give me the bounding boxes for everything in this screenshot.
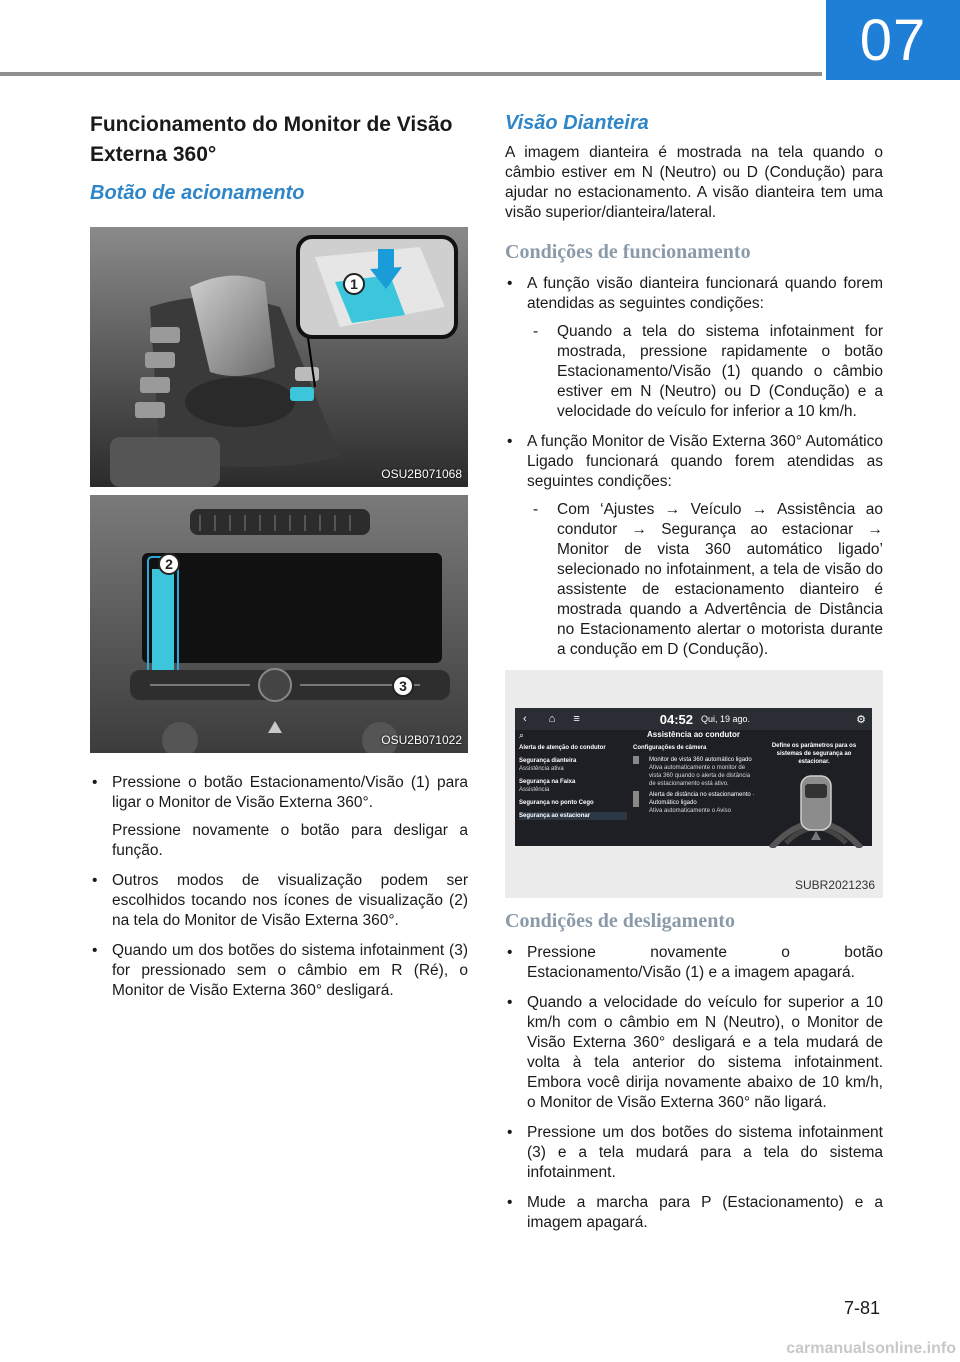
callout-1: 1 — [343, 273, 365, 295]
subtitle-button: Botão de acionamento — [90, 182, 305, 204]
infotainment-screen — [515, 708, 872, 846]
settings-header: Configurações de câmera — [633, 745, 707, 751]
list-item — [505, 432, 883, 660]
home-icon: ⌂ — [548, 713, 556, 725]
page-number: 7-81 — [843, 1298, 880, 1318]
callout-2: 2 — [158, 553, 180, 575]
operating-conditions-title: Condições de funcionamento — [505, 241, 751, 263]
list-item: • Pressione novamente o botão Estacionamento/Visão (1) e a imagem apagará. — [505, 943, 883, 983]
setting-item[interactable]: Monitor de vista 360 automático ligado — [633, 756, 755, 764]
list-item: • Quando um dos botões do sistema infotainment (3) for pressionado sem o câmbio em R (Ré), o Monitor de Visão Externa 360° desligará. — [90, 941, 468, 1001]
sub-list — [527, 500, 883, 660]
chapter-tab: 07 — [826, 0, 960, 80]
bullet-text: A função Monitor de Visão Externa 360° Automático Ligado funcionará quando forem atendidas as seguintes condições: — [527, 433, 883, 490]
sub-list-item: - Com ‘Ajustes → Veículo → Assistência ao condutor → Segurança ao estacionar → Monitor de vista 360 automático ligado’ selecionado no infotainment, a tela de visão do assistente de estacionamento dianteiro é mostrada quando a Advertência de Distância no Estacionamento alertar o motorista durante a condução em D (Condução). — [527, 500, 883, 660]
setting-desc: Ativa automaticamente o Aviso — [649, 808, 731, 814]
screen-menu — [519, 744, 627, 820]
list-item: • Mude a marcha para P (Estacionamento) e a imagem apagará. — [505, 1193, 883, 1233]
menu-item[interactable]: Segurança na Faixa — [519, 779, 576, 785]
callout-3: 3 — [392, 675, 414, 697]
settings-icon: ⚙ — [856, 713, 866, 726]
car-top-view-illustration — [761, 758, 871, 848]
menu-item[interactable]: Segurança dianteira — [519, 758, 577, 764]
back-icon: ‹ — [523, 713, 527, 725]
menu-subitem: Assistência ativa — [519, 766, 564, 772]
left-column — [90, 110, 468, 1011]
screen-top-bar — [515, 708, 872, 730]
figure-dashboard — [90, 495, 468, 753]
list-item: • Quando a velocidade do veículo for superior a 10 km/h com o câmbio em N (Neutro), o Monitor de Visão Externa 360° desligará e a tela mudará de volta à tela anterior do sistema infotainment. Embora você dirija novamente abaixo de 10 km/h, o Monitor de Visão Externa 360° não ligará. — [505, 993, 883, 1113]
search-icon: ⌕ — [519, 730, 525, 740]
subtitle-front-view: Visão Dianteira — [505, 112, 649, 134]
bullet-text: A função visão dianteira funcionará quando forem atendidas as seguintes condições: — [527, 275, 883, 312]
shutdown-conditions-list — [505, 943, 883, 1233]
screen-date: Qui, 19 ago. — [701, 714, 751, 724]
figure-gear-console — [90, 227, 468, 487]
screen-settings — [633, 744, 755, 815]
menu-icon: ≡ — [573, 713, 580, 725]
figure-code: OSU2B071022 — [381, 733, 462, 747]
footer-watermark: carmanualsonline.info — [786, 1340, 956, 1357]
bullet-paragraph: Pressione novamente o botão para desligar a função. — [112, 822, 468, 859]
gear-console-illustration — [90, 227, 468, 487]
menu-item[interactable]: Segurança no ponto Cego — [519, 800, 594, 806]
header-rule — [0, 72, 822, 76]
screen-header: Assistência ao condutor — [647, 730, 740, 739]
shutdown-conditions-title: Condições de desligamento — [505, 910, 735, 932]
bullet-text: Pressione o botão Estacionamento/Visão (1) para ligar o Monitor de Visão Externa 360°. — [112, 774, 468, 811]
list-item: • Outros modos de visualização podem ser escolhidos tocando nos ícones de visualização (2) na tela do Monitor de Visão Externa 360°. — [90, 871, 468, 931]
list-item — [505, 274, 883, 422]
figure-code: SUBR2021236 — [794, 878, 875, 892]
screen-right-text: Define os parâmetros para os sistemas de segurança ao estacionar. — [771, 743, 857, 765]
list-item: • Pressione um dos botões do sistema infotainment (3) e a tela mudará para a tela do sistema infotainment. — [505, 1123, 883, 1183]
intro-paragraph: A imagem dianteira é mostrada na tela quando o câmbio estiver em N (Neutro) ou D (Condução) para ajudar no estacionamento. A visão dianteira tem uma visão superior/dianteira/lateral. — [505, 144, 883, 221]
figure-infotainment — [505, 670, 883, 898]
sub-list-item: - Quando a tela do sistema infotainment for mostrada, pressione rapidamente o botão Estacionamento/Visão (1) quando o câmbio estiver em N (Neutro) ou D (Condução) e a velocidade do veículo for inferior a 10 km/h. — [527, 322, 883, 422]
dashboard-illustration — [90, 495, 468, 753]
right-column — [505, 112, 883, 1243]
menu-subitem: Assistência — [519, 787, 550, 793]
sub-list — [527, 322, 883, 422]
left-bullets — [90, 773, 468, 1001]
screen-time: 04:52 — [659, 711, 693, 727]
menu-item-selected[interactable]: Segurança ao estacionar — [519, 812, 627, 820]
setting-desc: Ativa automaticamente o monitor de vista 360 quando o alerta de distância de estacionamento está ativo. — [649, 765, 751, 787]
setting-item[interactable]: Alerta de distância no estacionamento · Automático ligado — [633, 791, 755, 807]
section-title: Funcionamento do Monitor de Visão Externa 360° — [90, 113, 453, 166]
operating-conditions-list — [505, 274, 883, 660]
list-item — [90, 773, 468, 861]
menu-item[interactable]: Alerta de atenção do condutor — [519, 745, 606, 751]
figure-code: OSU2B071068 — [381, 467, 462, 481]
